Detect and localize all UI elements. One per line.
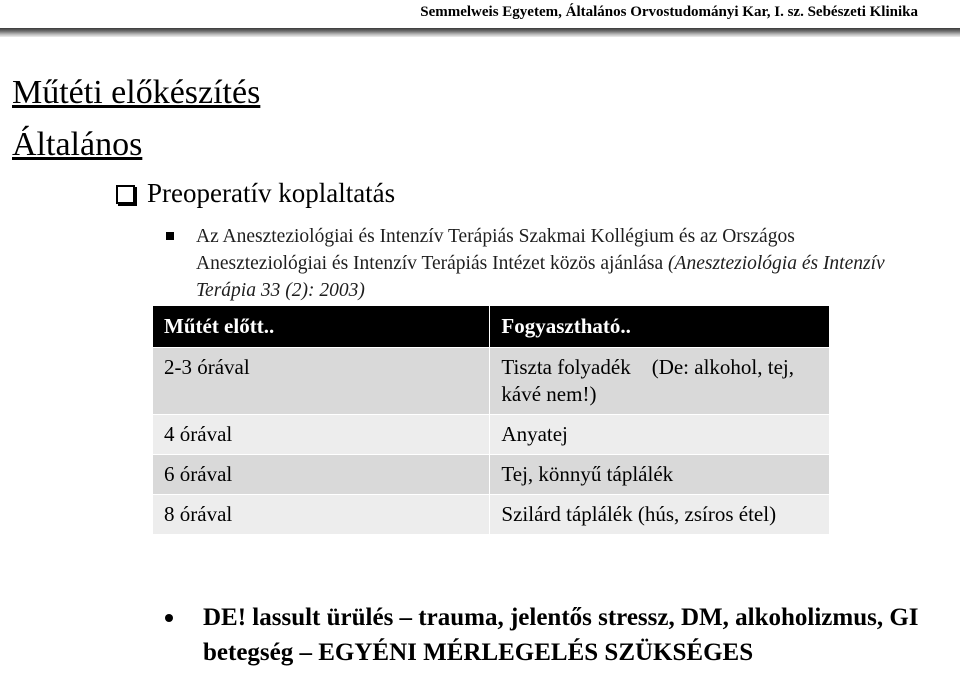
cell-allowed: Tej, könnyű táplálék: [490, 455, 830, 495]
square-bullet-icon: [166, 232, 174, 240]
recommendation-body: Az Aneszteziológiai és Intenzív Terápiás Szakmai Kollégium és az Országos Aneszteziológiai és Intenzív Terápiás Intézet közös ajánlása: [196, 226, 795, 274]
subheading: [116, 180, 395, 207]
column-header-before-surgery: Műtét előtt..: [153, 306, 490, 348]
recommendation-text: [166, 223, 906, 304]
fasting-table: [152, 305, 830, 535]
subheading-text: Preoperatív koplaltatás: [147, 178, 396, 208]
checkbox-bullet-icon: [116, 185, 135, 204]
table-header-row: [153, 306, 830, 348]
slide-header: [0, 0, 960, 30]
cell-before: 6 órával: [153, 455, 490, 495]
institution-name: Semmelweis Egyetem, Általános Orvostudományi Kar, I. sz. Sebészeti Klinika: [420, 4, 918, 20]
table-row: [153, 455, 830, 495]
table-row: [153, 415, 830, 455]
warning-note: [165, 600, 925, 670]
round-bullet-icon: [165, 614, 173, 622]
warning-text: DE! lassult ürülés – trauma, jelentős stressz, DM, alkoholizmus, GI betegség – EGYÉNI MÉRLEGELÉS SZÜKSÉGES: [203, 604, 919, 666]
recommendation-citation: (Aneszteziológia és Intenzív Terápia 33 (2): 2003): [196, 253, 885, 301]
table-row: [153, 348, 830, 415]
cell-allowed: Tiszta folyadék (De: alkohol, tej, kávé nem!): [490, 348, 830, 415]
slide-title: Műtéti előkészítés: [12, 74, 261, 111]
column-header-allowed: Fogyasztható..: [490, 306, 830, 348]
cell-before: 2-3 órával: [153, 348, 490, 415]
recommendation-paragraph: [166, 223, 906, 304]
header-divider: [0, 28, 960, 37]
cell-allowed: Anyatej: [490, 415, 830, 455]
table-row: [153, 495, 830, 535]
cell-before: 4 órával: [153, 415, 490, 455]
section-title: Általános: [12, 126, 143, 163]
cell-before: 8 órával: [153, 495, 490, 535]
cell-allowed: Szilárd táplálék (hús, zsíros étel): [490, 495, 830, 535]
